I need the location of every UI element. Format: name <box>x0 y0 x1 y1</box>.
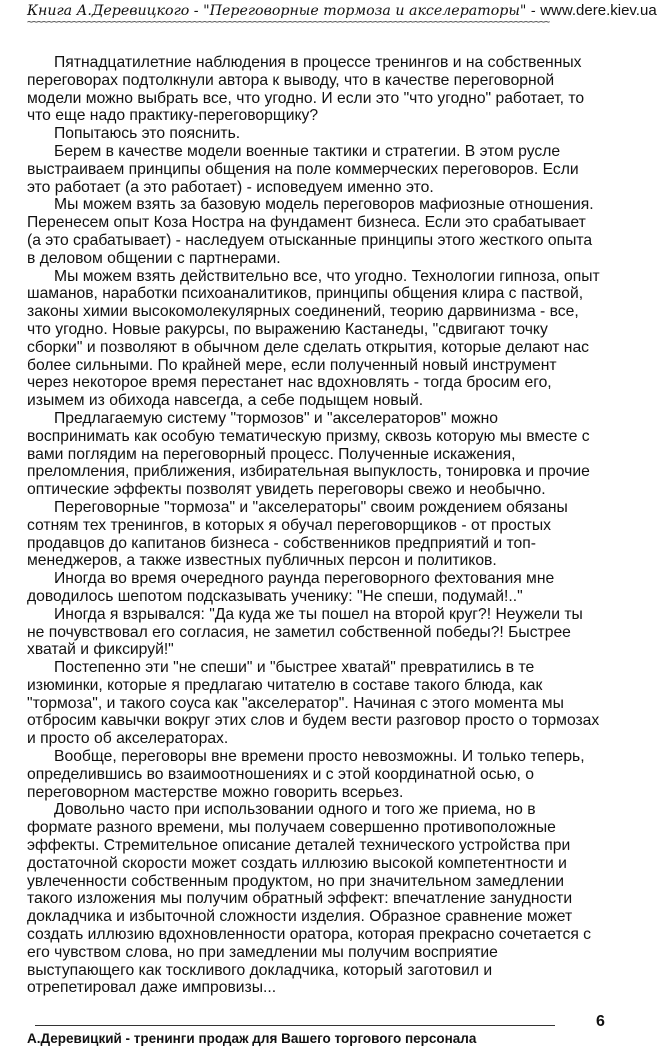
paragraph: Постепенно эти "не спеши" и "быстрее хватай" превратились в те изюминки, которые я предлагаю читателю в составе такого блюда, как "тормоза", и такого соуса как "акселератор". Начиная с этого момента мы отбросим кавычки вокруг этих слов и будем вести разговор просто о тормозах и просто об акселераторах. <box>27 659 600 748</box>
page-number: 6 <box>596 1013 605 1030</box>
website-link[interactable]: www.dere.kiev.ua <box>540 2 657 19</box>
paragraph: Пятнадцатилетние наблюдения в процессе тренингов и на собственных переговорах подтолкнули автора к выводу, что в качестве переговорной модели можно выбрать все, что угодно. И если это "что угодно" работает, то что еще надо практику-переговорщику? <box>27 54 585 125</box>
book-title: Книга А.Деревицкого - "Переговорные тормоза и акселераторы" - <box>27 3 541 19</box>
header-tilde-rule: ~~~~~~~~~~~~~~~~~~~~~~~~~~~~~~~~~~~~~~~~~~~~~~~~~~~~~~~~~~~~~~~~~~~~~~~~~~~~~~~~~~~~~~~~~~~~~~~~~~~~~~~~ <box>27 17 550 28</box>
paragraph: Довольно часто при использовании одного и того же приема, но в формате разного времени, мы получаем совершенно противоположные эффекты. Стремительное описание деталей технического устройства при достаточной скорости может создать иллюзию высокой компетентности и увлеченности собственным продуктом, но при значительном замедлении такого изложения мы получим обратный эффект: впечатление занудности докладчика и избыточной сложности изделия. Образное сравнение может создать иллюзию вдохновленности оратора, которая прекрасно сочетается с его чувством слова, но при замедлении мы получим восприятие выступающего как тоскливого докладчика, который заготовил и отрепетировал даже импровизы... <box>27 801 592 997</box>
body-text <box>27 54 602 997</box>
footer-divider <box>35 1025 555 1026</box>
paragraph: Иногда во время очередного раунда переговорного фехтования мне доводилось шепотом подсказывать ученику: "Не спеши, подумай!.." <box>27 570 555 605</box>
paragraph: Предлагаемую систему "тормозов" и "акселераторов" можно воспринимать как особую тематическую призму, сквозь которую мы вместе с вами поглядим на переговорный процесс. Полученные искажения, преломления, приближения, избирательная выпуклость, тонировка и прочие оптические эффекты позволят увидеть переговоры свежо и необычно. <box>27 409 590 499</box>
paragraph: Попытаюсь это пояснить. <box>54 125 241 143</box>
paragraph: Иногда я взрывался: "Да куда же ты пошел на второй круг?! Неужели ты не почувствовал его согласия, не заметил собственной победы?! Быстрее хватай и фиксируй!" <box>27 605 583 659</box>
paragraph: Мы можем взять за базовую модель переговоров мафиозные отношения. Перенесем опыт Коза Ностра на фундамент бизнеса. Если это срабатывает (а это срабатывает) - наследуем отысканные принципы этого жесткого опыта в деловом общении с партнерами. <box>27 196 594 267</box>
paragraph: Переговорные "тормоза" и "акселераторы" своим рождением обязаны сотням тех тренингов, в которых я обучал переговорщиков - от простых продавцов до капитанов бизнеса - собственников предприятий и топ-менеджеров, а также известных публичных персон и политиков. <box>27 498 568 570</box>
paragraph: Берем в качестве модели военные тактики и стратегии. В этом русле выстраиваем принципы общения на поле коммерческих переговоров. Если это работает (а это работает) - исповедуем именно это. <box>27 142 579 196</box>
footer-text: А.Деревицкий - тренинги продаж для Вашего торгового персонала <box>27 1031 477 1046</box>
paragraph: Мы можем взять действительно все, что угодно. Технологии гипноза, опыт шаманов, наработки психоаналитиков, принципы общения клира с паствой, законы химии высокомолекулярных соединений, теорию дарвинизма - все, что угодно. Новые ракурсы, по выражению Кастанеды, "сдвигают точку сборки" и позволяют в обычном деле сделать открытия, которые делают нас более сильными. По крайней мере, если полученный новый инструмент через некоторое время перестанет нас вдохновлять - тогда бросим его, изымем из обихода навсегда, а себе подыщем новый. <box>27 267 600 410</box>
paragraph: Вообще, переговоры вне времени просто невозможны. И только теперь, определившись во взаимоотношениях и с этой координатной осью, о переговорном мастерстве можно говорить всерьез. <box>27 748 585 801</box>
